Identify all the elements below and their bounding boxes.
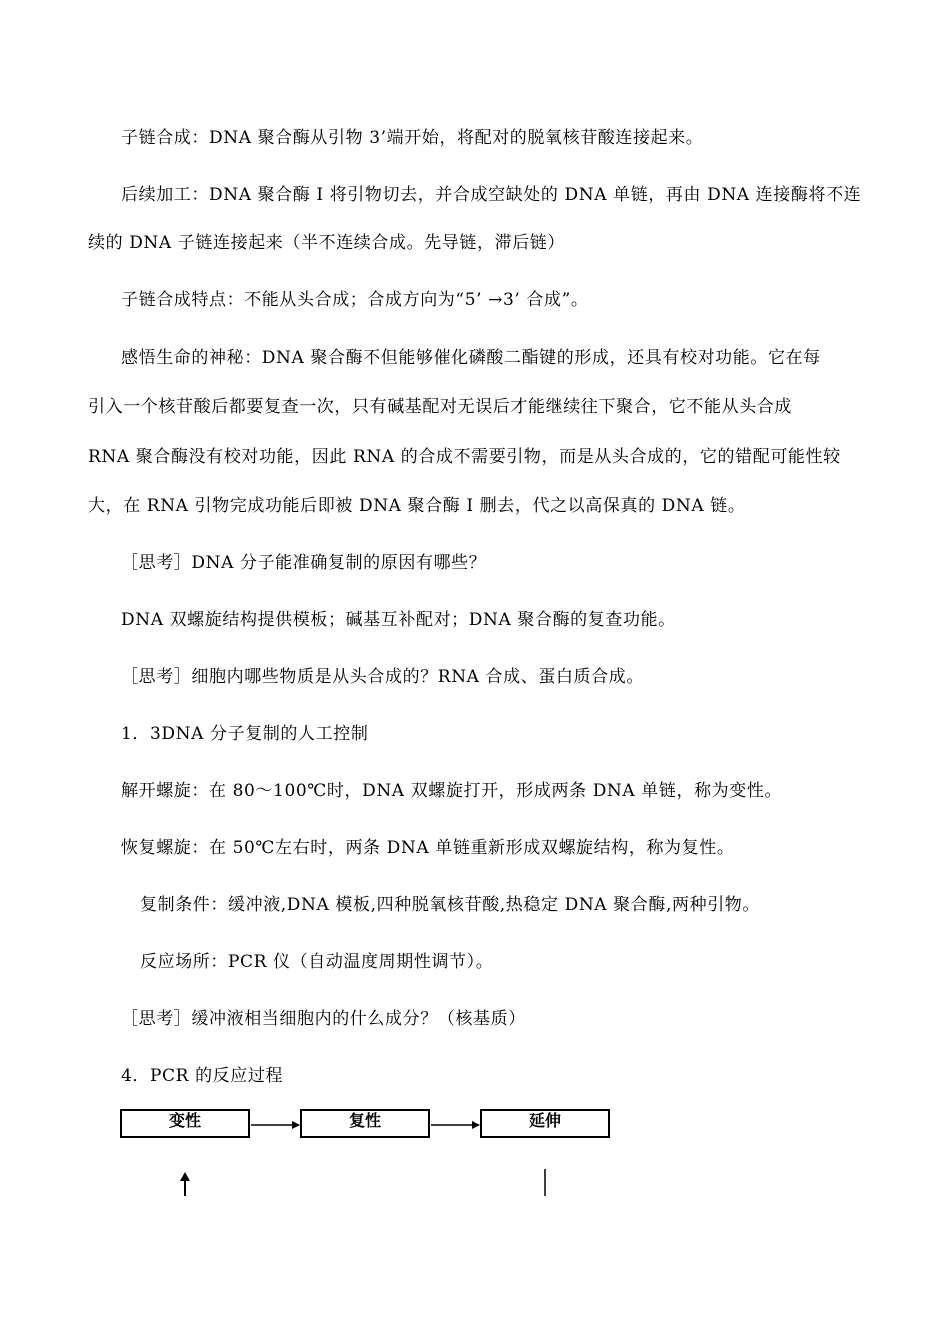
paragraph-insight-cont-3: 大，在 RNA 引物完成功能后即被 DNA 聚合酶 I 删去，代之以高保真的 DNA 链。	[88, 496, 746, 516]
paragraph-reaction-site: 反应场所：PCR 仪（自动温度周期性调节）。	[140, 952, 494, 972]
paragraph-post-processing: 后续加工：DNA 聚合酶 I 将引物切去，并合成空缺处的 DNA 单链，再由 DNA 连接酶将不连	[121, 185, 862, 205]
paragraph-replication-conditions: 复制条件：缓冲液,DNA 模板,四种脱氧核苷酸,热稳定 DNA 聚合酶,两种引物。	[140, 895, 760, 915]
flow-step-extend-label: 延伸	[528, 1111, 561, 1130]
question-de-novo-synthesis: ［思考］细胞内哪些物质是从头合成的？RNA 合成、蛋白质合成。	[121, 667, 644, 687]
paragraph-daughter-strand-synthesis: 子链合成：DNA 聚合酶从引物 3’端开始，将配对的脱氧核苷酸连接起来。	[121, 128, 704, 148]
section-heading-artificial-control: 1．3DNA 分子复制的人工控制	[121, 724, 369, 744]
paragraph-renaturation: 恢复螺旋：在 50℃左右时，两条 DNA 单链重新形成双螺旋结构，称为复性。	[121, 838, 735, 858]
paragraph-insight-cont-1: 引入一个核苷酸后都要复查一次，只有碱基配对无误后才能继续往下聚合，它不能从头合成	[88, 397, 792, 417]
flow-step-denature	[120, 1109, 250, 1138]
flow-step-anneal-label: 复性	[348, 1111, 381, 1130]
paragraph-post-processing-cont: 续的 DNA 子链连接起来（半不连续合成。先导链，滞后链）	[88, 233, 565, 253]
flow-step-extend	[480, 1109, 610, 1138]
paragraph-insight-cont-2: RNA 聚合酶没有校对功能，因此 RNA 的合成不需要引物，而是从头合成的，它的错配可能性较	[88, 447, 841, 467]
flow-step-denature-label: 变性	[168, 1111, 201, 1130]
flow-step-anneal	[300, 1109, 430, 1138]
question-accurate-replication: ［思考］DNA 分子能准确复制的原因有哪些？	[121, 553, 487, 573]
arrow-loop-up-head	[180, 1172, 190, 1181]
section-heading-pcr-process: 4．PCR 的反应过程	[121, 1066, 284, 1086]
paragraph-synthesis-features: 子链合成特点：不能从头合成；合成方向为“5’ →3’ 合成”。	[121, 290, 589, 310]
question-buffer: ［思考］缓冲液相当细胞内的什么成分？（核基质）	[121, 1009, 526, 1029]
answer-accurate-replication: DNA 双螺旋结构提供模板；碱基互补配对；DNA 聚合酶的复查功能。	[121, 610, 676, 630]
paragraph-insight: 感悟生命的神秘：DNA 聚合酶不但能够催化磷酸二酯键的形成，还具有校对功能。它在每	[121, 348, 821, 368]
paragraph-denaturation: 解开螺旋：在 80～100℃时，DNA 双螺旋打开，形成两条 DNA 单链，称为变性。	[121, 781, 783, 801]
